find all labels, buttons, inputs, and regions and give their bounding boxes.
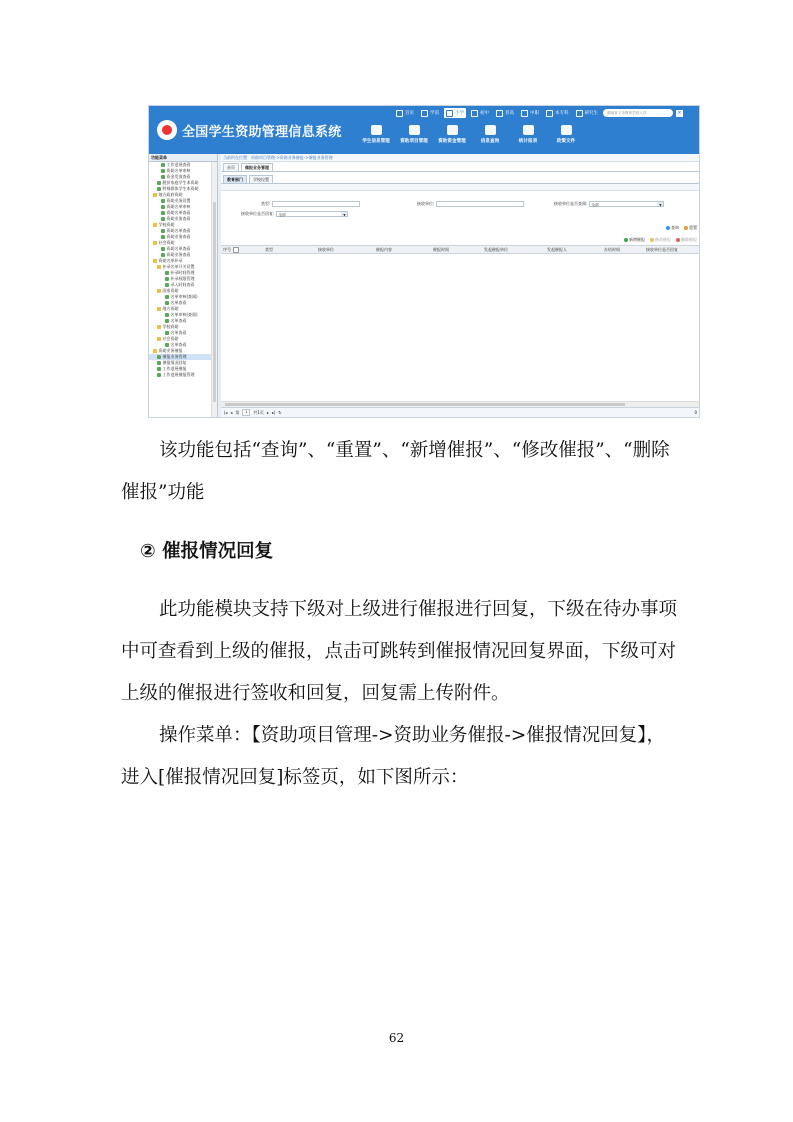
tree-item-label: 催报情况回复 bbox=[162, 360, 187, 365]
wallet-icon bbox=[447, 125, 458, 135]
school-select[interactable]: 湖南省义务教育学校人员 bbox=[603, 109, 673, 117]
tree-item-label: 资助名单查看 bbox=[166, 228, 191, 233]
table-header bbox=[221, 245, 699, 254]
leaf-icon bbox=[165, 331, 169, 335]
tree-item-label: 国家资助 bbox=[162, 288, 179, 293]
tree-item-label: 地方政府资助 bbox=[158, 192, 183, 197]
leaf-icon bbox=[161, 229, 165, 233]
prev-page-icon[interactable]: ◂ bbox=[230, 410, 233, 415]
page-number: 62 bbox=[388, 1031, 405, 1045]
receiver-label: 接收单位: bbox=[417, 201, 435, 206]
tree-item-label: 资助业务查看 bbox=[166, 234, 191, 239]
leaf-icon bbox=[157, 187, 161, 191]
top-navigation bbox=[394, 108, 683, 118]
module-project[interactable]: 资助项目管理 bbox=[395, 125, 433, 144]
page-total: 共1页 bbox=[253, 410, 264, 415]
tree-item[interactable] bbox=[149, 372, 211, 378]
tree-item-label: 名单审核(查阅) bbox=[170, 312, 198, 317]
read-select[interactable]: 全部 ▼ bbox=[589, 201, 664, 207]
breadcrumb: 当前所在位置：资助项目管理->资助业务催报->催报业务管理 bbox=[221, 154, 699, 162]
tree-item-label: 学校资助 bbox=[162, 324, 179, 329]
tree-item-label: 名单审核(查阅) bbox=[170, 294, 198, 299]
sub-tabs bbox=[221, 174, 699, 184]
col-finish-time[interactable]: 办结时间 bbox=[604, 247, 620, 252]
search-button[interactable]: 查询 bbox=[666, 225, 679, 231]
primary-icon bbox=[446, 110, 453, 117]
tree-item-label: 催报业务管理 bbox=[162, 354, 187, 359]
col-initiator[interactable]: 发起催报人 bbox=[547, 247, 567, 252]
preschool-icon bbox=[421, 110, 428, 117]
leaf-icon bbox=[165, 313, 169, 317]
col-receiver[interactable]: 接收单位 bbox=[318, 247, 334, 252]
tab-home[interactable]: 首页 bbox=[223, 163, 239, 171]
tree-item-label: 名单查看 bbox=[170, 342, 187, 347]
col-content[interactable]: 催报内容 bbox=[376, 247, 392, 252]
tree-item-label: 脱贫家庭学生本资助 bbox=[162, 180, 199, 185]
tree-item-label: 工作进展查看 bbox=[166, 162, 191, 167]
leaf-icon bbox=[157, 367, 161, 371]
search-doc-icon bbox=[485, 125, 496, 135]
folder-icon bbox=[153, 241, 157, 245]
cap-icon bbox=[546, 110, 553, 117]
paragraph-1-line-1: 该功能包括“查询”、“重置”、“新增催报”、“修改催报”、“删除 bbox=[159, 440, 670, 461]
tree-item-label: 工作进展催报 bbox=[162, 366, 187, 371]
tree-item-label: 名单查看 bbox=[170, 318, 187, 323]
paragraph-2-line-2: 中可查看到上级的催报，点击可跳转到催报情况回复界面，下级可对 bbox=[121, 641, 677, 662]
last-page-icon[interactable]: ▸| bbox=[271, 410, 276, 415]
reset-icon bbox=[684, 226, 688, 230]
folder-icon bbox=[157, 325, 161, 329]
folder-icon bbox=[157, 307, 161, 311]
leaf-icon bbox=[161, 199, 165, 203]
tree-item-label: 地方资助 bbox=[162, 306, 179, 311]
read-label: 接收单位是否查阅: bbox=[554, 201, 588, 206]
tree-item-label: 资助名单补录 bbox=[158, 258, 183, 263]
reply-filter bbox=[241, 211, 348, 217]
tree-item-label: 补录时间管理 bbox=[170, 270, 195, 275]
page-tabs bbox=[221, 162, 699, 172]
next-page-icon[interactable]: ▸ bbox=[266, 410, 269, 415]
function-tree bbox=[149, 162, 211, 417]
read-filter bbox=[554, 201, 664, 207]
tree-item-label: 资助名单审核 bbox=[166, 204, 191, 209]
topnav-primary[interactable]: 小学 bbox=[444, 108, 466, 118]
col-time[interactable]: 催报时间 bbox=[433, 247, 449, 252]
vocational-icon bbox=[521, 110, 528, 117]
filter-collapse-bar[interactable] bbox=[221, 184, 699, 191]
app-logo bbox=[157, 120, 342, 140]
junior-icon bbox=[471, 110, 478, 117]
paragraph-2-line-3: 上级的催报进行签收和回复，回复需上传附件。 bbox=[121, 683, 510, 704]
reply-label: 接收单位是否回复: bbox=[241, 211, 275, 216]
leaf-icon bbox=[157, 181, 161, 185]
topnav-graduate[interactable]: 研究生 bbox=[574, 108, 601, 118]
topnav-home[interactable]: 首页 bbox=[394, 108, 416, 118]
leaf-icon bbox=[161, 205, 165, 209]
folder-icon bbox=[153, 349, 157, 353]
tree-item-label: 资助业务催报 bbox=[158, 348, 183, 353]
tree-item-label: 工作进展催报管理 bbox=[162, 372, 195, 377]
tree-item-label: 学校资助 bbox=[158, 222, 175, 227]
pie-chart-icon bbox=[523, 125, 534, 135]
paragraph-3-line-1: 操作菜单：【资助项目管理->资助业务催报->催报情况回复】， bbox=[159, 725, 666, 746]
col-replied[interactable]: 接收单位是否回复 bbox=[646, 247, 678, 252]
add-urge-button[interactable]: 新增催报 bbox=[624, 237, 645, 243]
leaf-icon bbox=[161, 247, 165, 251]
record-count: 0 bbox=[694, 410, 697, 415]
topnav-undergrad[interactable]: 本专科 bbox=[544, 108, 571, 118]
topnav-junior[interactable]: 初中 bbox=[469, 108, 491, 118]
leaf-icon bbox=[165, 277, 169, 281]
edit-urge-button[interactable]: 修改催报 bbox=[650, 237, 671, 243]
leaf-icon bbox=[161, 211, 165, 215]
paragraph-2-line-1: 此功能模块支持下级对上级进行催报进行回复，下级在待办事项 bbox=[159, 599, 678, 620]
leaf-icon bbox=[165, 271, 169, 275]
tree-item-label: 资金发放查看 bbox=[166, 174, 191, 179]
tree-item-label: 特殊群体学生本资助 bbox=[162, 186, 199, 191]
subtab-school-settings[interactable]: 学校设置 bbox=[249, 175, 273, 183]
delete-icon bbox=[676, 238, 680, 242]
tree-item-label: 社会资助 bbox=[162, 336, 179, 341]
briefcase-icon bbox=[409, 125, 420, 135]
refresh-icon[interactable]: ↻ bbox=[278, 410, 282, 415]
type-label: 类型: bbox=[261, 201, 271, 206]
col-type[interactable]: 类型 bbox=[265, 247, 273, 252]
sidebar-title: 功能菜单 bbox=[149, 154, 217, 162]
folder-icon bbox=[157, 265, 161, 269]
select-all-checkbox[interactable] bbox=[233, 247, 239, 253]
topnav-senior[interactable]: 普高 bbox=[494, 108, 516, 118]
tree-item-label: 名单查看 bbox=[170, 300, 187, 305]
module-student-info[interactable]: 学生信息管理 bbox=[357, 125, 395, 144]
tree-item-label: 名单查看 bbox=[170, 330, 187, 335]
leaf-icon bbox=[161, 163, 165, 167]
paragraph-3-line-2: 进入[催报情况回复]标签页，如下图所示： bbox=[121, 767, 469, 788]
col-initiator-unit[interactable]: 发起催报单位 bbox=[484, 247, 508, 252]
folder-icon bbox=[153, 223, 157, 227]
receiver-input[interactable] bbox=[436, 201, 524, 207]
leaf-icon bbox=[165, 343, 169, 347]
leaf-icon bbox=[161, 217, 165, 221]
page-input[interactable]: 1 bbox=[242, 409, 250, 416]
module-reports[interactable]: 统计报表 bbox=[509, 125, 547, 144]
tree-item-label: 资助名单审核 bbox=[166, 168, 191, 173]
tree-item-label: 资助业务查看 bbox=[166, 216, 191, 221]
tree-item-label: 补录名单开关设置 bbox=[162, 264, 195, 269]
leaf-icon bbox=[165, 319, 169, 323]
tree-item-label: 录入时间查看 bbox=[170, 282, 195, 287]
topnav-preschool[interactable]: 学前 bbox=[419, 108, 441, 118]
tree-item-label: 社会资助 bbox=[158, 240, 175, 245]
leaf-icon bbox=[165, 295, 169, 299]
leaf-icon bbox=[165, 283, 169, 287]
tree-item-label: 资助业务设置 bbox=[166, 198, 191, 203]
senior-icon bbox=[496, 110, 503, 117]
col-index[interactable]: 序号 bbox=[223, 247, 231, 252]
chevron-down-icon: ▼ bbox=[659, 203, 662, 207]
leaf-icon bbox=[161, 169, 165, 173]
app-banner bbox=[149, 106, 699, 154]
topnav-vocational[interactable]: 中职 bbox=[519, 108, 541, 118]
leaf-icon bbox=[165, 301, 169, 305]
folder-icon bbox=[153, 193, 157, 197]
search-icon bbox=[666, 226, 670, 230]
reset-button[interactable]: 重置 bbox=[684, 225, 697, 231]
add-icon bbox=[624, 238, 628, 242]
folder-icon bbox=[157, 289, 161, 293]
tree-item-label: 资助业务查看 bbox=[166, 252, 191, 257]
paragraph-1-line-2: 催报”功能 bbox=[121, 482, 205, 503]
emblem-icon bbox=[157, 120, 177, 140]
type-filter bbox=[261, 201, 360, 207]
folder-icon bbox=[157, 337, 161, 341]
folder-icon bbox=[153, 259, 157, 263]
receiver-filter bbox=[417, 201, 524, 207]
app-title: 全国学生资助管理信息系统 bbox=[182, 124, 342, 140]
leaf-icon bbox=[161, 253, 165, 257]
delete-urge-button[interactable]: 删除催报 bbox=[676, 237, 697, 243]
type-input[interactable] bbox=[272, 201, 360, 207]
users-icon bbox=[371, 125, 382, 135]
tab-urge-management[interactable]: 催报业务管理 bbox=[241, 163, 273, 171]
document-icon bbox=[561, 125, 572, 135]
edit-icon bbox=[650, 238, 654, 242]
main-panel bbox=[221, 154, 699, 417]
home-icon bbox=[396, 110, 403, 117]
pagination bbox=[221, 407, 699, 417]
leaf-icon bbox=[161, 175, 165, 179]
module-query[interactable]: 信息查询 bbox=[471, 125, 509, 144]
module-navigation bbox=[357, 125, 585, 144]
system-screenshot bbox=[148, 105, 700, 418]
leaf-icon bbox=[157, 355, 161, 359]
sidebar-scrollbar[interactable] bbox=[211, 162, 217, 417]
page-label: 第 bbox=[235, 410, 240, 415]
module-policy[interactable]: 政策文件 bbox=[547, 125, 585, 144]
first-page-icon[interactable]: |◂ bbox=[224, 410, 228, 415]
leaf-icon bbox=[161, 235, 165, 239]
leaf-icon bbox=[157, 373, 161, 377]
graduate-icon bbox=[576, 110, 583, 117]
module-funds[interactable]: 资助资金管理 bbox=[433, 125, 471, 144]
chevron-down-icon: ▼ bbox=[343, 213, 346, 217]
section-heading: ② 催报情况回复 bbox=[140, 541, 274, 562]
sidebar bbox=[149, 154, 218, 417]
tree-item-label: 补录权限管理 bbox=[170, 276, 195, 281]
close-button[interactable]: × bbox=[677, 109, 682, 116]
tree-item-label: 资助名单查看 bbox=[166, 246, 191, 251]
leaf-icon bbox=[157, 361, 161, 365]
tree-item-label: 资助名单查看 bbox=[166, 210, 191, 215]
reply-select[interactable]: 全部 ▼ bbox=[276, 211, 348, 217]
subtab-education-dept[interactable]: 教育部门 bbox=[223, 175, 247, 183]
